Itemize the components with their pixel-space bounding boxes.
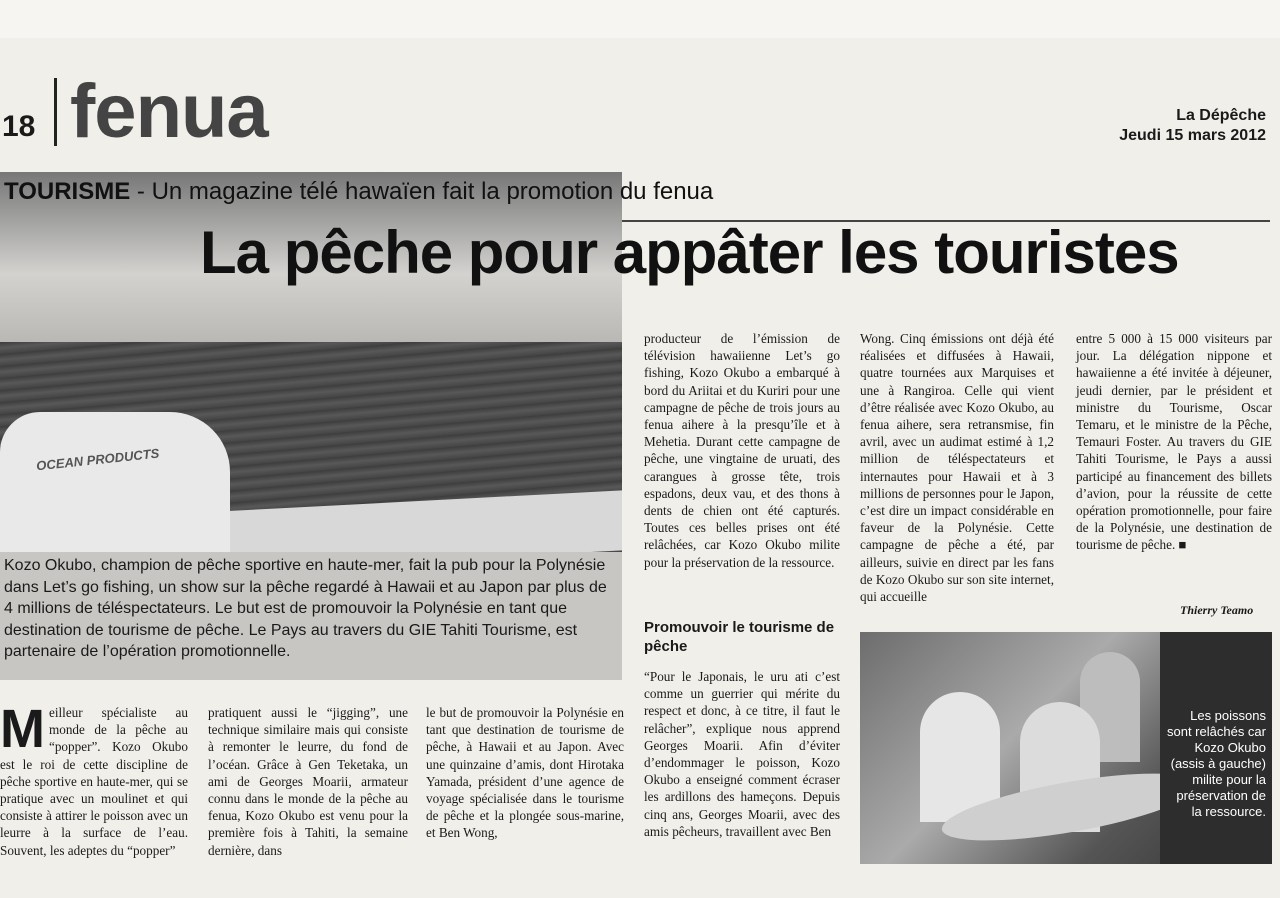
- article-kicker: [4, 178, 713, 206]
- kicker-label: TOURISME: [4, 178, 131, 205]
- paper-info: [1119, 106, 1266, 146]
- author-byline: Thierry Teamo: [1180, 603, 1254, 617]
- section-title: fenua: [70, 69, 268, 154]
- article-subhead: Promouvoir le tourisme de pêche: [644, 619, 835, 655]
- photo-fisherman: [0, 412, 230, 552]
- body-column-3: le but de promouvoir la Polynésie en tant que destination de tourisme de pêche, à Hawaii et au Japon. Avec une quinzaine d’amis, dont Hirotaka Yamada, président d’une agence de voyage spécialisée dans le tourisme de pêche et la plongée sous-marine, et Ben Wong,: [426, 705, 624, 841]
- body-column-1: [0, 699, 188, 859]
- secondary-photo-caption: Les poissons sont relâchés car Kozo Okubo (assis à gauche) milite pour la préservation de la ressource.: [1160, 632, 1272, 864]
- body-column-6: entre 5 000 à 15 000 visiteurs par jour. La délégation nippone et hawaiienne a été invitée à déjeuner, jeudi dernier, par le président et ministre du Tourisme, Oscar Temaru, et le ministre de la Pêche, Temauri Foster. Au travers du GIE Tahiti Tourisme, le Pays a aussi participé au financement des billets d’avion, pour la réussite de cette opération promotionnelle, pour faire de la Polynésie, une destination de tourisme de pêche. ■: [1076, 331, 1272, 553]
- masthead: [0, 70, 1280, 155]
- body-column-4: producteur de l’émission de télévision hawaiienne Let’s go fishing, Kozo Okubo a embarqué à bord du Ariitai et du Kuriri pour une campagne de pêche de trois jours au fenua aihere à la presqu’île et à Mehetia. Durant cette campagne de pêche, une vingtaine de uruati, des carangues à grosse tête, trois espadons, deux vau, et des thons à dents de chien ont été capturés. Toutes ces belles prises ont été relâchées, car Kozo Okubo milite pour la préservation de la ressource.: [644, 331, 840, 570]
- paper-name: La Dépêche: [1176, 107, 1266, 124]
- scan-top-margin: [0, 0, 1280, 38]
- issue-date: Jeudi 15 mars 2012: [1119, 127, 1266, 144]
- kicker-text: - Un magazine télé hawaïen fait la promotion du fenua: [130, 178, 714, 205]
- body-column-1-text: eilleur spécialiste au monde de la pêche au “popper”. Kozo Okubo est le roi de cette discipline de pêche sportive en haute-mer, qui se pratique avec un moulinet et qui consiste à attirer le poisson avec un leurre à la surface de l’eau. Souvent, les adeptes du “popper”: [0, 705, 188, 858]
- article-headline: La pêche pour appâter les touristes: [200, 219, 1179, 286]
- page-number: 18: [2, 110, 36, 143]
- article-lead: Kozo Okubo, champion de pêche sportive en haute-mer, fait la pub pour la Polynésie dans Let’s go fishing, un show sur la pêche regardé à Hawaii et au Japon par plus de 4 millions de téléspectateurs. Le but est de promouvoir la Polynésie en tant que destination de tourisme de pêche. Le Pays au travers du GIE Tahiti Tourisme, est partenaire de l’opération promotionnelle.: [0, 552, 622, 680]
- drop-cap: M: [0, 699, 45, 759]
- body-column-2: pratiquent aussi le “jigging”, une technique similaire mais qui consiste à remonter le leurre, du fond de l’océan. Grâce à Gen Teketaka, un ami de Georges Moarii, armateur connu dans le monde de la pêche au fenua, Kozo Okubo est venu pour la première fois à Tahiti, la semaine dernière, dans: [208, 705, 408, 858]
- body-column-5: Wong. Cinq émissions ont déjà été réalisées et diffusées à Hawaii, quatre tournées aux Marquises et une à Rangiroa. Celle qui vient d’être réalisée avec Kozo Okubo, au fenua aihere, sera retransmise, fin avril, avec un audimat estimé à 1,2 million de téléspectateurs et internautes pour Hawaii et à 3 millions de personnes pour le Japon, c’est dire un impact considérable en faveur de la Polynésie. Cette campagne de pêche a été, par ailleurs, suivie en direct par les fans de Kozo Okubo sur son site internet, qui accueille: [860, 331, 1054, 605]
- photo-shirt-logo: OCEAN PRODUCTS: [35, 445, 160, 474]
- masthead-divider: [54, 78, 57, 146]
- body-column-7: “Pour le Japonais, le uru ati c’est comme un guerrier qui mérite du respect et donc, à ce titre, il faut le relâcher”, explique nous apprend Georges Moarii. Afin d’éviter d’endommager le poisson, Kozo Okubo a enseigné comment écraser les ardillons des hameçons. Depuis cinq ans, Georges Moarii, avec des amis pêcheurs, travaillent avec Ben: [644, 669, 840, 839]
